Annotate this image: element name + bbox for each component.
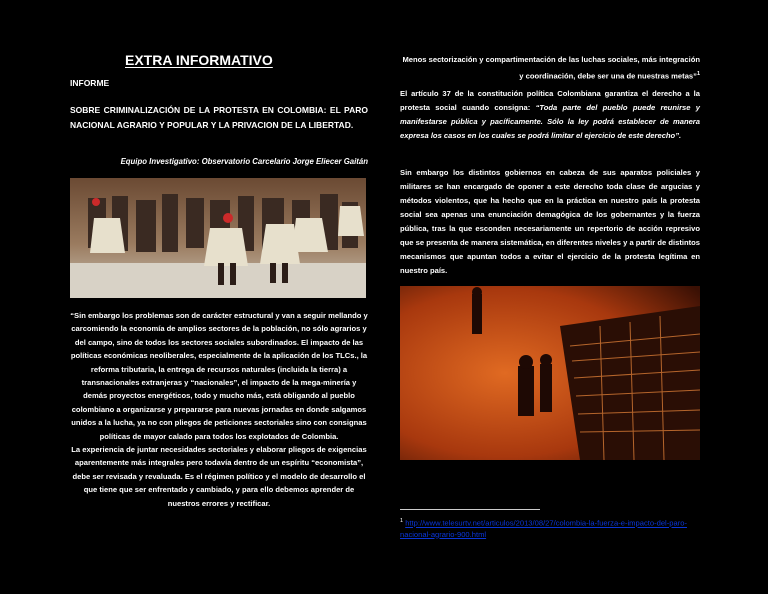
night-police-photo (400, 286, 700, 460)
constitution-quote: “Toda parte del pueblo puede reunirse y manifestarse pública y pacíficamente. Sólo la ley podrá establecer de manera expresa los casos en los cuales se podrá limitar el ejercicio de este derecho”. (400, 103, 700, 140)
footnote-number: 1 (400, 518, 404, 524)
byline: Equipo Investigativo: Observatorio Carcelario Jorge Eliecer Gaitán (120, 157, 368, 166)
quote-block (70, 309, 368, 510)
intro-quote-text: Menos sectorización y compartimentación de las luchas sociales, más integración y coordinación, debe ser una de nuestras metas” (402, 55, 700, 81)
page-title: EXTRA INFORMATIVO (125, 52, 273, 68)
quote-paragraph: “Sin embargo los problemas son de carácter estructural y van a seguir mellando y carcomiendo la economía de amplios sectores de la población, no sólo agrarios y del campo, sino de todos los sectores sociales subordinados. El impacto de las políticas económicas neoliberales, especialmente de la aplicación de los TLCs., la reforma tributaria, la entrega de recursos naturales (incluida la tierra) a transnacionales extranjeras y “nacionales”, el impacto de la mega-minería y demás proyectos energéticos, todo y mucho más, está obligando al pueblo colombiano a organizarse y prepararse para nuevas jornadas en donde salgamos unidos a la lucha, ya no con pliegos de peticiones sectoriales sino con consignas políticas de mayor calado para todos los explotados de Colombia. (70, 311, 368, 441)
footnote-divider (400, 509, 540, 510)
article-heading: SOBRE CRIMINALIZACIÓN DE LA PROTESTA EN COLOMBIA: EL PARO NACIONAL AGRARIO Y POPULAR Y LA PRIVACION DE LA LIBERTAD. (70, 105, 368, 130)
footnote-ref[interactable]: 1 (696, 71, 700, 77)
paragraph-text: El artículo 37 de la constitución política Colombiana garantiza el derecho a la protesta social cuando consigna: (400, 89, 700, 112)
protest-photo (70, 178, 366, 298)
section-label: INFORME (70, 78, 110, 88)
intro-quote (400, 53, 700, 84)
quote-paragraph: La experiencia de juntar necesidades sectoriales y elaborar pliegos de exigencias aparentemente más integrales pero todavía dentro de un espíritu “economista”, debe ser revisada y revaluada. Es el régimen político y el modelo de desarrollo el que tiene que ser enfrentado y cambiado, y para ello debemos aprender de nuestros errores y rectificar. (71, 445, 367, 508)
footnote (400, 516, 700, 540)
footnote-link[interactable]: http://www.telesurtv.net/articulos/2013/08/27/colombia-la-fuerza-e-impacto-del-paro-nacional-agrario-900.html (400, 518, 687, 539)
paragraph-article-37 (400, 87, 700, 143)
paragraph-repression: Sin embargo los distintos gobiernos en cabeza de sus aparatos policiales y militares se han encargado de oponer a este derecho toda clase de argucias y métodos violentos, que ha hecho que en la práctica en nuestro país la protesta social sea apenas una enunciación demagógica de los gobernantes y la fuerza pública, tras la que esconden necesariamente un repertorio de acción represivo que se presenta de manera sistemática, en diferentes niveles y a partir de distintos mecanismos que apuntan todos a evitar el ejercicio de la protesta legítima en nuestro país. (400, 168, 700, 275)
